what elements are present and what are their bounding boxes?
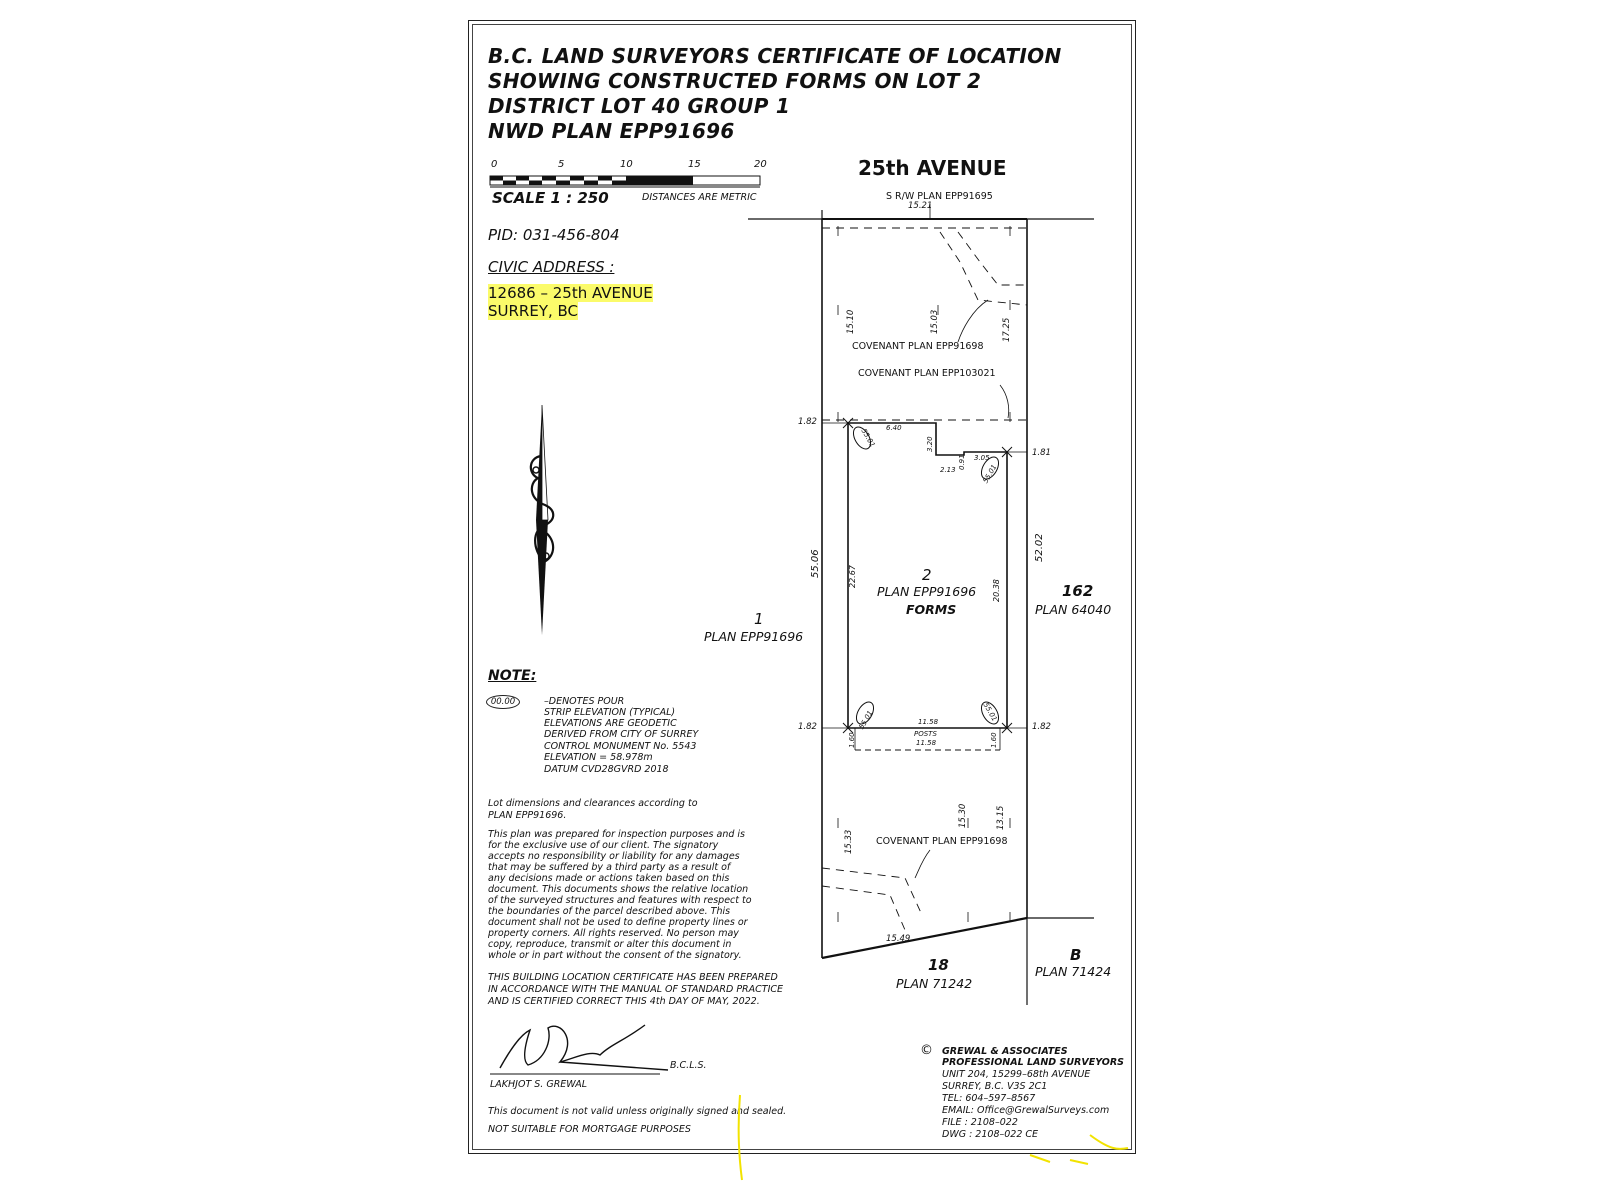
disclaimer-line: whole or in part without the consent of the signatory. [488, 950, 742, 961]
dim-form-left: 22.67 [848, 565, 857, 588]
copyright-symbol: © [920, 1043, 933, 1058]
dim-form-top: 6.40 [886, 424, 902, 432]
elevation-value: 55.01 [859, 427, 877, 449]
signatory-title: B.C.L.S. [670, 1060, 707, 1071]
disclaimer-line: property corners. All rights reserved. No person may [488, 928, 739, 939]
dim-offset-top-right: 1.81 [1032, 448, 1051, 458]
covenant-top-leader [958, 300, 988, 342]
note-line-4: DERIVED FROM CITY OF SURREY [544, 729, 699, 740]
note-line-5: CONTROL MONUMENT No. 5543 [544, 741, 697, 752]
signatory-name: LAKHJOT S. GREWAL [490, 1079, 588, 1090]
firm-subtitle: PROFESSIONAL LAND SURVEYORS [942, 1057, 1124, 1068]
disclaimer-line: the boundaries of the parcel described above. This [488, 906, 731, 917]
dim-rear-right: 1.60 [990, 732, 998, 748]
dim-left-bottom: 15.33 [844, 829, 854, 854]
firm-address-2: SURREY, B.C. V3S 2C1 [942, 1081, 1048, 1092]
certification-line: AND IS CERTIFIED CORRECT THIS 4th DAY OF MAY, 2022. [488, 996, 760, 1007]
scale-tick-5: 5 [558, 159, 565, 170]
dim-right-top: 17.25 [1002, 317, 1012, 342]
lot-1-plan: PLAN EPP91696 [704, 629, 804, 644]
note-line-7: DATUM CVD28GVRD 2018 [544, 764, 669, 775]
dim-offset-bottom-right: 1.82 [1032, 722, 1051, 732]
dim-left-top: 15.10 [846, 309, 856, 334]
disclaimer-line: copy, reproduce, transmit or alter this document in [488, 939, 732, 950]
title-line-4: NWD PLAN EPP91696 [488, 119, 735, 143]
dim-notch-v: 3.20 [926, 436, 934, 452]
dim-right-long: 52.02 [1034, 533, 1045, 562]
lot-18-number: 18 [928, 956, 949, 974]
disclaimer-line: any decisions made or actions taken based on this [488, 873, 730, 884]
dim-mid-bottom: 15.30 [958, 803, 968, 828]
dim-offset-top-left: 1.82 [798, 417, 817, 427]
dim-bottom-width: 15.49 [886, 934, 911, 944]
civic-line-2: SURREY, BC [488, 302, 579, 320]
dim-notch-small: 0.91 [958, 454, 966, 470]
title-line-3: DISTRICT LOT 40 GROUP 1 [488, 94, 791, 118]
elevation-value: 55.01 [981, 701, 999, 723]
certification-line: THIS BUILDING LOCATION CERTIFICATE HAS BEEN PREPARED [488, 972, 778, 983]
covenant-top-label: COVENANT PLAN EPP91698 [852, 341, 984, 352]
note-heading: NOTE: [488, 668, 537, 684]
firm-address-1: UNIT 204, 15299–68th AVENUE [942, 1069, 1091, 1080]
disclaimer-line: document shall not be used to define property lines or [488, 917, 748, 928]
disclaimer-line: that may be suffered by a third party as a result of [488, 862, 731, 873]
covenant-bottom-label: COVENANT PLAN EPP91698 [876, 836, 1008, 847]
title-line-2: SHOWING CONSTRUCTED FORMS ON LOT 2 [488, 69, 982, 93]
lot-162-number: 162 [1062, 582, 1094, 600]
srw-label: S R/W PLAN EPP91695 [886, 191, 993, 202]
dim-mid-top: 15.03 [930, 309, 940, 334]
note-line-2: STRIP ELEVATION (TYPICAL) [544, 707, 676, 718]
north-arrow-icon [531, 405, 553, 635]
firm-email: EMAIL: Office@GrewalSurveys.com [942, 1105, 1110, 1116]
yellow-marker-stroke [739, 1095, 742, 1180]
covenant-bottom-leader [915, 850, 930, 878]
title-line-1: B.C. LAND SURVEYORS CERTIFICATE OF LOCATION [488, 44, 1062, 68]
civic-heading: CIVIC ADDRESS : [488, 258, 615, 276]
scale-tick-15: 15 [688, 159, 701, 170]
disclaimer-line: for the exclusive use of our client. The signatory [488, 840, 719, 851]
yellow-marker-stroke [1030, 1135, 1128, 1164]
lot-b-number: B [1070, 946, 1082, 964]
lot-1-number: 1 [754, 610, 764, 628]
covenant-bottom-lines [822, 868, 922, 930]
note-line-6: ELEVATION = 58.978m [544, 752, 653, 763]
dim-right-bottom: 13.15 [996, 805, 1006, 830]
dim-left-long: 55.06 [810, 549, 821, 578]
dims-note-1: Lot dimensions and clearances according to [488, 798, 698, 809]
firm-file: FILE : 2108–022 [942, 1117, 1018, 1128]
lot-18-plan: PLAN 71242 [896, 976, 973, 991]
lot-162-plan: PLAN 64040 [1035, 602, 1112, 617]
elevation-symbol: 00.00 [486, 695, 520, 709]
note-line-1: –DENOTES POUR [544, 696, 625, 707]
posts-label: POSTS [914, 730, 937, 738]
scale-tick-10: 10 [620, 159, 633, 170]
street-name: 25th AVENUE [858, 156, 1007, 180]
forms-label: FORMS [906, 602, 957, 617]
dim-top-width: 15.21 [908, 201, 933, 211]
pid: PID: 031-456-804 [488, 226, 620, 244]
covenant-mid-leader [1000, 385, 1009, 418]
disclaimer-line: of the surveyed structures and features with respect to [488, 895, 752, 906]
scale-label: SCALE 1 : 250 [492, 189, 609, 207]
scale-tick-0: 0 [491, 159, 498, 170]
dim-notch-h: 2.13 [940, 466, 956, 474]
civic-line-1: 12686 – 25th AVENUE [488, 284, 653, 302]
scale-tick-20: 20 [754, 159, 767, 170]
note-line-3: ELEVATIONS ARE GEODETIC [544, 718, 677, 729]
elevation-value: 55.01 [981, 463, 999, 485]
certification-line: IN ACCORDANCE WITH THE MANUAL OF STANDARD PRACTICE [488, 984, 784, 995]
validity-note: This document is not valid unless originally signed and sealed. [488, 1106, 787, 1117]
disclaimer-line: This plan was prepared for inspection purposes and is [488, 829, 746, 840]
disclaimer-line: accepts no responsibility or liability for any damages [488, 851, 740, 862]
dim-notch-top: 3.05 [974, 454, 990, 462]
dim-offset-bottom-left: 1.82 [798, 722, 817, 732]
signature-mark [500, 1025, 668, 1070]
lot-2-number: 2 [922, 566, 932, 584]
lot-2-plan: PLAN EPP91696 [877, 584, 977, 599]
lot-b-plan: PLAN 71424 [1035, 964, 1112, 979]
mortgage-note: NOT SUITABLE FOR MORTGAGE PURPOSES [488, 1124, 691, 1135]
covenant-mid-label: COVENANT PLAN EPP103021 [858, 368, 996, 379]
scale-note: DISTANCES ARE METRIC [642, 192, 757, 203]
disclaimer-line: document. This documents shows the relative location [488, 884, 749, 895]
firm-name: GREWAL & ASSOCIATES [942, 1046, 1068, 1057]
posts-value: 11.58 [916, 739, 937, 747]
elevation-value: 55.01 [857, 709, 875, 731]
firm-dwg: DWG : 2108–022 CE [942, 1129, 1039, 1140]
scale-bar [490, 176, 760, 187]
dim-bottom-form: 11.58 [918, 718, 939, 726]
dim-rear-left: 1.60 [848, 732, 856, 748]
firm-phone: TEL: 604–597–8567 [942, 1093, 1036, 1104]
dims-note-2: PLAN EPP91696. [488, 810, 567, 821]
dim-form-right: 20.38 [992, 579, 1001, 602]
